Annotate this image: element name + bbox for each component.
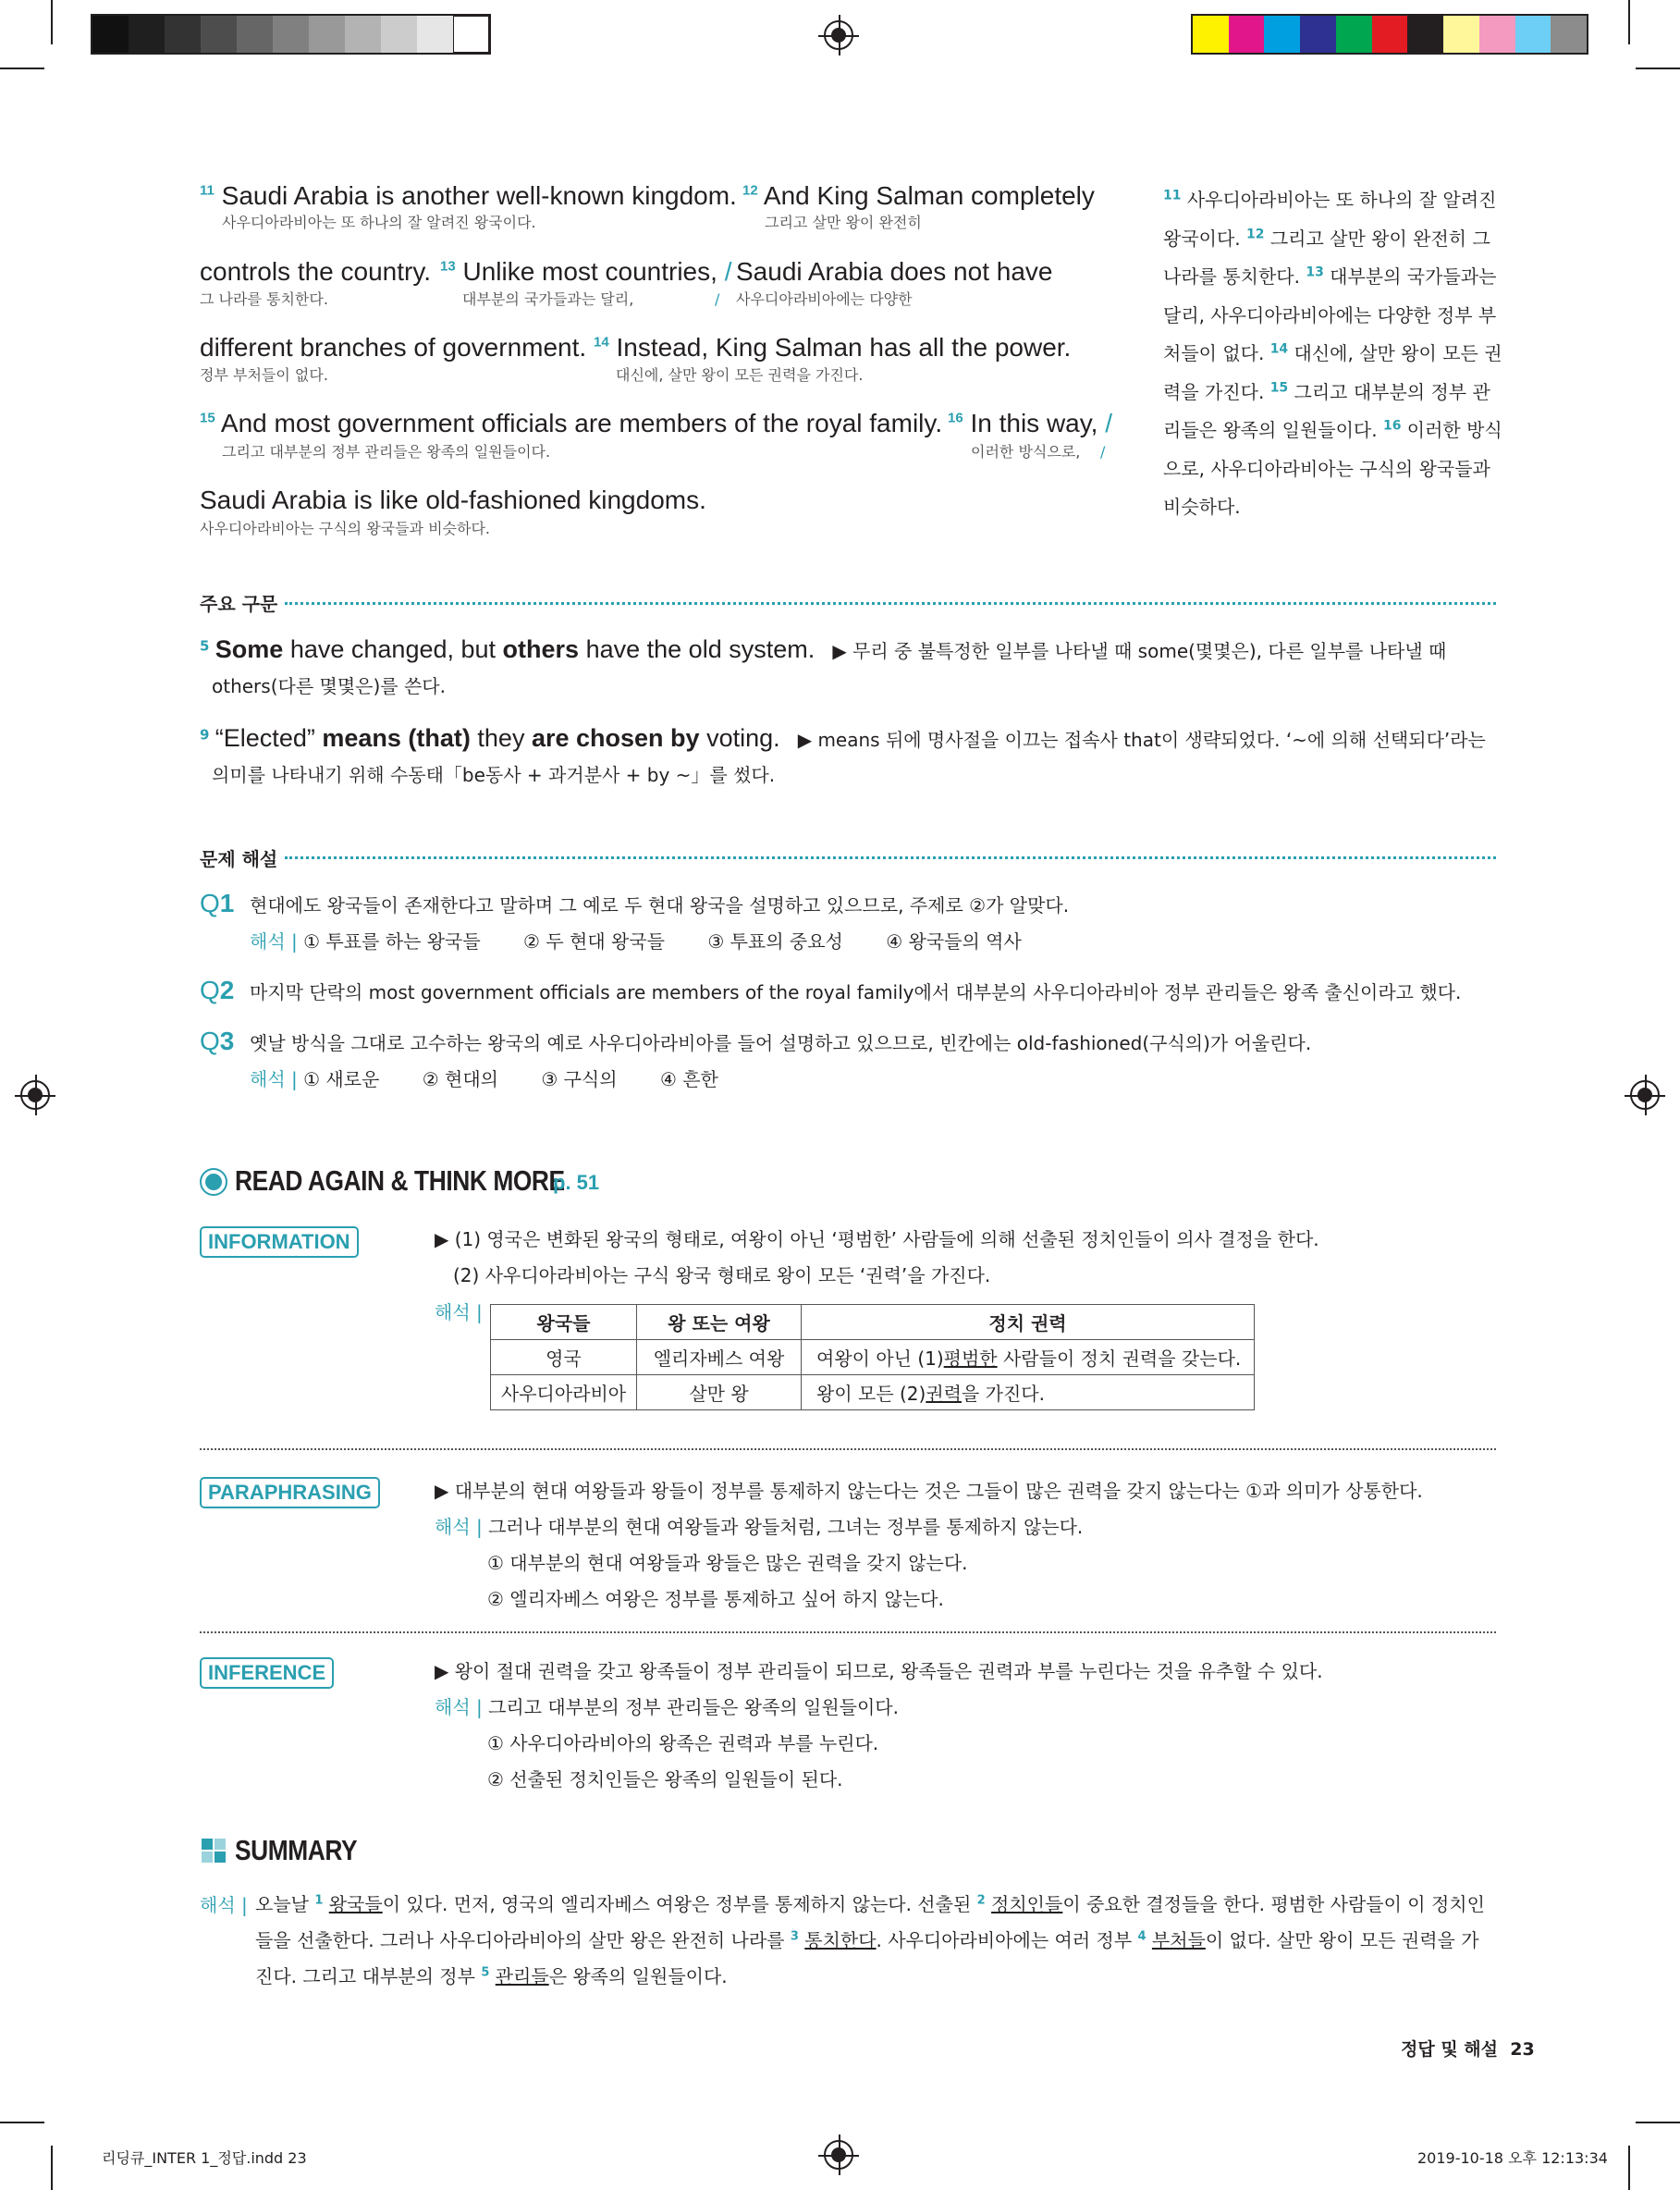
color-swatch (309, 16, 345, 53)
q1-label: Q1 (200, 889, 235, 917)
sidebar-text: 그리고 살만 왕이 완전히 그 나라를 통치한다. (1163, 227, 1490, 288)
q1-options (250, 929, 1059, 954)
translation-slash: / (715, 290, 720, 308)
passage-sentence-11 (200, 181, 737, 211)
section-divider (200, 1448, 1496, 1450)
passage-sentence-13 (440, 257, 731, 287)
sentence-number: 14 (1269, 341, 1289, 357)
blank-number: 2 (976, 1893, 986, 1908)
crop-mark (51, 2146, 53, 2190)
paraphrasing-translation: 해석 | 그러나 대부분의 현대 여왕들과 왕들처럼, 그녀는 정부를 통제하지 않는다. (435, 1516, 1084, 1538)
passage-translation-13-b: 사우디아라비아에는 다양한 (736, 290, 913, 308)
sentence-number: 5 (200, 637, 210, 655)
answer-text: 관리들 (495, 1965, 549, 1987)
sentence-number: 11 (1163, 188, 1182, 203)
kingdom-comparison-table (490, 1304, 1255, 1410)
grammar-text: have changed, but (289, 635, 497, 663)
color-swatch (1407, 16, 1443, 53)
gray-calibration-bar (91, 14, 491, 55)
table-header: 왕국들 (491, 1305, 637, 1340)
answer-text: 통치한다 (804, 1929, 877, 1951)
information-line-2: (2) 사우디아라비아는 구식 왕국 형태로 왕이 모든 ‘권력’을 가진다. (453, 1264, 991, 1286)
color-swatch (1193, 16, 1229, 53)
paraphrasing-option-1: ① 대부분의 현대 여왕들과 왕들은 많은 권력을 갖지 않는다. (487, 1552, 968, 1574)
grammar-text: voting. (706, 724, 780, 752)
option-4: ④ 흔한 (659, 1068, 718, 1090)
color-swatch (1479, 16, 1515, 53)
crop-mark (0, 68, 44, 69)
read-again-heading: READ AGAIN & THINK MORE (235, 1164, 565, 1197)
registration-mark-left-icon (20, 1080, 50, 1110)
grammar-item-5 (200, 632, 1494, 669)
passage-sentence-14 (594, 333, 1071, 363)
color-calibration-bar (1191, 14, 1588, 55)
sentence-text: Unlike most countries, (462, 257, 717, 286)
color-swatch (417, 16, 453, 53)
summary-translation-label: 해석 | (200, 1894, 248, 1916)
sidebar-text: 사우디아라비아는 또 하나의 잘 알려진 왕국이다. (1163, 189, 1497, 250)
table-row (491, 1375, 1255, 1410)
grammar-divider (285, 602, 1496, 605)
blank-number: 1 (314, 1893, 324, 1908)
q2-label: Q2 (200, 976, 235, 1004)
passage-translation-13: 대부분의 국가들과는 달리, (462, 290, 634, 308)
table-cell: 엘리자베스 여왕 (637, 1340, 802, 1375)
sentence-text: Instead, King Salman has all the power. (616, 333, 1072, 362)
color-swatch (273, 16, 309, 53)
questions-divider (285, 856, 1496, 859)
option-1: ① 투표를 하는 왕국들 (303, 930, 481, 953)
sentence-number: 12 (742, 182, 758, 199)
option-4: ④ 왕국들의 역사 (886, 930, 1022, 953)
section-divider (200, 1631, 1496, 1633)
passage-sentence-13-b: Saudi Arabia does not have (736, 257, 1053, 286)
sidebar-text: 그리고 대부분의 정부 관리들은 왕족의 일원들이다. (1163, 380, 1490, 441)
registration-mark-bottom-icon (824, 2140, 853, 2170)
passage-translation-12: 그리고 살만 왕이 완전히 (765, 214, 922, 231)
answer-text: 권력 (926, 1383, 962, 1405)
grammar-text: have the old system. (585, 635, 815, 663)
color-swatch (129, 16, 165, 53)
color-swatch (1264, 16, 1300, 53)
summary-squares-icon (202, 1839, 226, 1863)
table-cell: 왕이 모든 (2)권력을 가진다. (802, 1375, 1255, 1410)
color-swatch (1372, 16, 1408, 53)
grammar-note-cont: others(다른 몇몇은)를 쓴다. (212, 675, 446, 697)
summary-text: 오늘날 $^1$ 왕국들이 있다. 먼저, 영국의 엘리자베스 여왕은 정부를 통제하지 않는다. 선출된 $^2$ 정치인들이 중요한 결정들을 한다. 평범한 사람들이 이 정치인들을 선출한다. 그러나 사우디아라비아의 살만 왕은 완전히 나라를 $^3$ 통치한다. 사우디아라비아에는 여러 정부 $^4$ 부처들이 없다. 살만 왕이 모든 권력을 가진다. 그리고 대부분의 정부 $^5$ 관리들은 왕족의 일원들이다. (255, 1893, 1485, 1987)
grammar-note: ▶ means 뒤에 명사절을 이끄는 접속사 that이 생략되었다. ‘~에 의해 선택되다’라는 (797, 729, 1486, 751)
table-header: 정치 권력 (802, 1305, 1255, 1340)
inference-option-2: ② 선출된 정치인들은 왕족의 일원들이 된다. (487, 1768, 843, 1790)
sentence-number: 15 (1269, 379, 1289, 395)
passage-translation-16: 이러한 방식으로, (971, 443, 1081, 461)
crop-mark (1636, 68, 1680, 69)
passage-translation-12-cont: 그 나라를 통치한다. (200, 290, 328, 308)
grammar-item-9 (200, 720, 1494, 757)
paraphrasing-badge: PARAPHRASING (200, 1477, 380, 1508)
translation-label: 해석 | (435, 1516, 483, 1538)
color-swatch (92, 16, 129, 53)
sentence-number: 16 (948, 410, 963, 426)
page-reference: p. 51 (553, 1171, 600, 1194)
passage-sentence-16 (948, 409, 1112, 438)
translation-label: 해석 | (250, 930, 298, 953)
crop-mark (51, 0, 53, 44)
inference-badge: INFERENCE (200, 1657, 334, 1689)
sentence-number: 15 (200, 410, 215, 426)
bullet-circle-icon (200, 1168, 227, 1196)
grammar-note-cont: 의미를 나타내기 위해 수동태「be동사 + 과거분사 + by ~」를 썼다. (212, 764, 776, 786)
grammar-text: they (477, 724, 525, 752)
paraphrasing-line-1: ▶ 대부분의 현대 여왕들과 왕들이 정부를 통제하지 않는다는 것은 그들이 많은 권력을 갖지 않는다는 ①과 의미가 상통한다. (435, 1480, 1423, 1502)
grammar-keyword: means (that) (322, 724, 471, 752)
translation-label: 해석 | (435, 1301, 483, 1323)
option-3: ③ 구식의 (541, 1068, 618, 1090)
color-swatch (165, 16, 201, 53)
crop-mark (1636, 2122, 1680, 2123)
information-badge: INFORMATION (200, 1226, 359, 1258)
sentence-text: And King Salman completely (763, 181, 1095, 210)
grammar-note: ▶ 무리 중 불특정한 일부를 나타낼 때 some(몇몇은), 다른 일부를 나타낼 때 (832, 640, 1447, 662)
grammar-keyword: Some (215, 635, 284, 663)
answer-text: 정치인들 (991, 1893, 1063, 1915)
table-row (491, 1340, 1255, 1375)
sidebar-text: 이러한 방식으로, 사우디아라비아는 구식의 왕국들과 비슷하다. (1163, 419, 1502, 518)
grammar-text: “Elected” (215, 724, 315, 752)
color-swatch (453, 16, 489, 53)
translation-label: 해석 | (250, 1068, 298, 1090)
footer-label: 정답 및 해설 (1401, 2039, 1498, 2060)
grammar-section-title: 주요 구문 (200, 593, 278, 615)
q3-options (250, 1067, 755, 1091)
q1-explanation: 현대에도 왕국들이 존재한다고 말하며 그 예로 두 현대 왕국을 설명하고 있으므로, 주제로 ②가 알맞다. (250, 894, 1070, 917)
passage-sentence-12-cont: controls the country. (200, 257, 432, 286)
table-cell: 여왕이 아닌 (1)평범한 사람들이 정치 권력을 갖는다. (802, 1340, 1255, 1375)
color-swatch (1515, 16, 1551, 53)
inference-line-1: ▶ 왕이 절대 권력을 갖고 왕족들이 정부 관리들이 되므로, 왕족들은 권력과 부를 누린다는 것을 유추할 수 있다. (435, 1660, 1323, 1682)
sentence-text: In this way, (970, 409, 1098, 437)
inference-translation: 해석 | 그리고 대부분의 정부 관리들은 왕족의 일원들이다. (435, 1696, 899, 1718)
color-swatch (1229, 16, 1265, 53)
sentence-number: 14 (594, 334, 609, 351)
answer-text: 부처들 (1151, 1929, 1206, 1951)
passage-sentence-16-cont: Saudi Arabia is like old-fashioned kingdoms. (200, 486, 706, 514)
slug-filename: 리딩큐_INTER 1_정답.indd 23 (102, 2149, 307, 2167)
chunk-slash: / (724, 257, 732, 286)
passage-translation-11: 사우디아라비아는 또 하나의 잘 알려진 왕국이다. (222, 214, 536, 231)
sidebar-text: 대신에, 살만 왕이 모든 권력을 가진다. (1163, 342, 1502, 403)
page-number: 23 (1510, 2039, 1535, 2060)
table-header: 왕 또는 여왕 (637, 1305, 802, 1340)
summary-heading: SUMMARY (235, 1834, 358, 1866)
crop-mark (0, 2122, 44, 2123)
passage-sentence-15 (200, 409, 942, 438)
paraphrasing-option-2: ② 엘리자베스 여왕은 정부를 통제하고 싶어 하지 않는다. (487, 1588, 944, 1610)
translation-label: 해석 | (435, 1696, 483, 1718)
slug-datetime: 2019-10-18 오후 12:13:34 (1417, 2149, 1608, 2167)
translation-sidebar (1163, 181, 1505, 527)
color-swatch (237, 16, 273, 53)
passage-sentence-13-cont: different branches of government. (200, 333, 587, 362)
sentence-number: 9 (200, 726, 210, 744)
blank-number: 3 (790, 1929, 799, 1944)
questions-section-title: 문제 해설 (200, 848, 278, 870)
color-swatch (345, 16, 381, 53)
option-2: ② 현대의 (422, 1068, 498, 1090)
sentence-number: 11 (200, 182, 215, 199)
registration-mark-top-icon (824, 20, 853, 50)
table-cell: 사우디아라비아 (491, 1375, 637, 1410)
blank-number: 5 (481, 1965, 490, 1980)
sentence-number: 12 (1246, 226, 1265, 241)
chunk-slash: / (1105, 409, 1113, 437)
sentence-number: 13 (440, 258, 456, 275)
color-swatch (1300, 16, 1336, 53)
color-swatch (1443, 16, 1479, 53)
passage-translation-16-cont: 사우디아라비아는 구식의 왕국들과 비슷하다. (200, 520, 491, 537)
translation-slash: / (1100, 443, 1106, 461)
information-line-1: ▶ (1) 영국은 변화된 왕국의 형태로, 여왕이 아닌 ‘평범한’ 사람들에 의해 선출된 정치인들이 의사 결정을 한다. (435, 1228, 1319, 1250)
answer-text: 왕국들 (328, 1893, 383, 1915)
option-2: ② 두 현대 왕국들 (523, 930, 665, 953)
table-cell: 살만 왕 (637, 1375, 802, 1410)
sentence-number: 16 (1382, 418, 1402, 434)
sidebar-text: 대부분의 국가들과는 달리, 사우디아라비아에는 다양한 정부 부처들이 없다. (1163, 265, 1497, 364)
sentence-text: Saudi Arabia is another well-known kingdom. (221, 181, 737, 210)
inference-option-1: ① 사우디아라비아의 왕족은 권력과 부를 누린다. (487, 1732, 879, 1754)
color-swatch (1551, 16, 1587, 53)
passage-translation-15: 그리고 대부분의 정부 관리들은 왕족의 일원들이다. (222, 443, 551, 461)
answer-text: 평범한 (943, 1347, 998, 1370)
q3-label: Q3 (200, 1027, 235, 1055)
q3-explanation: 옛날 방식을 그대로 고수하는 왕국의 예로 사우디아라비아를 들어 설명하고 있으므로, 빈칸에는 old-fashioned(구식의)가 어울린다. (250, 1032, 1312, 1054)
color-swatch (381, 16, 417, 53)
grammar-keyword: are chosen by (531, 724, 700, 752)
q2-explanation: 마지막 단락의 most government officials are members of the royal family에서 대부분의 사우디아라비아 정부 관리들은 왕족 출신이라고 했다. (250, 981, 1462, 1003)
sentence-number: 13 (1306, 265, 1324, 280)
table-header-row (491, 1305, 1255, 1340)
passage-sentence-12 (742, 181, 1095, 211)
table-cell: 영국 (491, 1340, 637, 1375)
registration-mark-right-icon (1630, 1080, 1660, 1110)
crop-mark (1628, 0, 1630, 44)
passage-translation-14: 대신에, 살만 왕이 모든 권력을 가진다. (616, 366, 864, 384)
option-3: ③ 투표의 중요성 (707, 930, 843, 953)
blank-number: 4 (1137, 1929, 1147, 1944)
passage-translation-13-cont: 정부 부처들이 없다. (200, 366, 328, 384)
page-footer (1401, 2037, 1535, 2061)
color-swatch (201, 16, 237, 53)
sentence-text: And most government officials are members of the royal family. (220, 409, 943, 437)
crop-mark (1628, 2146, 1630, 2190)
grammar-keyword: others (502, 635, 580, 663)
color-swatch (1336, 16, 1372, 53)
option-1: ① 새로운 (303, 1068, 380, 1090)
